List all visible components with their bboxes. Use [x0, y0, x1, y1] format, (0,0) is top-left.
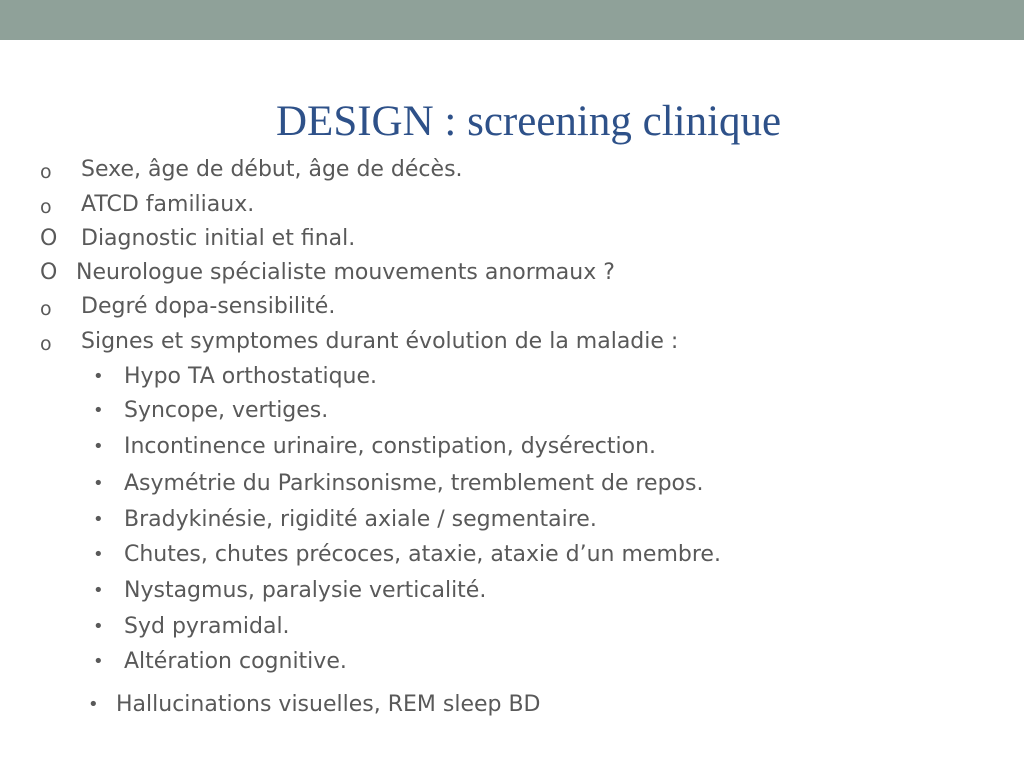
list-marker: o: [40, 196, 52, 218]
list-marker: o: [40, 161, 52, 183]
list-marker: O: [40, 260, 58, 285]
sublist-bullet: •: [93, 616, 104, 637]
list-item: ATCD familiaux.: [81, 192, 255, 217]
sublist-item: Syncope, vertiges.: [124, 398, 329, 423]
list-item: Degré dopa-sensibilité.: [81, 294, 336, 319]
top-bar: [0, 0, 1024, 40]
list-marker: o: [40, 298, 52, 320]
sublist-bullet: •: [93, 473, 104, 494]
list-item: Signes et symptomes durant évolution de la maladie :: [81, 329, 679, 354]
sublist-item: Chutes, chutes précoces, ataxie, ataxie d’un membre.: [124, 542, 721, 567]
sublist-bullet: •: [88, 694, 99, 715]
sublist-bullet: •: [93, 400, 104, 421]
sublist-bullet: •: [93, 580, 104, 601]
list-item: Diagnostic initial et final.: [81, 226, 356, 251]
sublist-item: Asymétrie du Parkinsonisme, tremblement de repos.: [124, 471, 704, 496]
list-marker: o: [40, 333, 52, 355]
sublist-item: Hallucinations visuelles, REM sleep BD: [116, 692, 541, 717]
sublist-bullet: •: [93, 366, 104, 387]
list-item: Sexe, âge de début, âge de décès.: [81, 157, 463, 182]
sublist-bullet: •: [93, 509, 104, 530]
sublist-item: Bradykinésie, rigidité axiale / segmentaire.: [124, 507, 597, 532]
list-marker: O: [40, 226, 58, 251]
sublist-item: Syd pyramidal.: [124, 614, 290, 639]
list-item: Neurologue spécialiste mouvements anormaux ?: [76, 260, 615, 285]
sublist-item: Incontinence urinaire, constipation, dysérection.: [124, 434, 657, 459]
sublist-item: Altération cognitive.: [124, 649, 347, 674]
slide-title: DESIGN : screening clinique: [276, 98, 782, 145]
sublist-bullet: •: [93, 544, 104, 565]
sublist-bullet: •: [93, 651, 104, 672]
sublist-item: Nystagmus, paralysie verticalité.: [124, 578, 487, 603]
sublist-item: Hypo TA orthostatique.: [124, 364, 378, 389]
sublist-bullet: •: [93, 436, 104, 457]
